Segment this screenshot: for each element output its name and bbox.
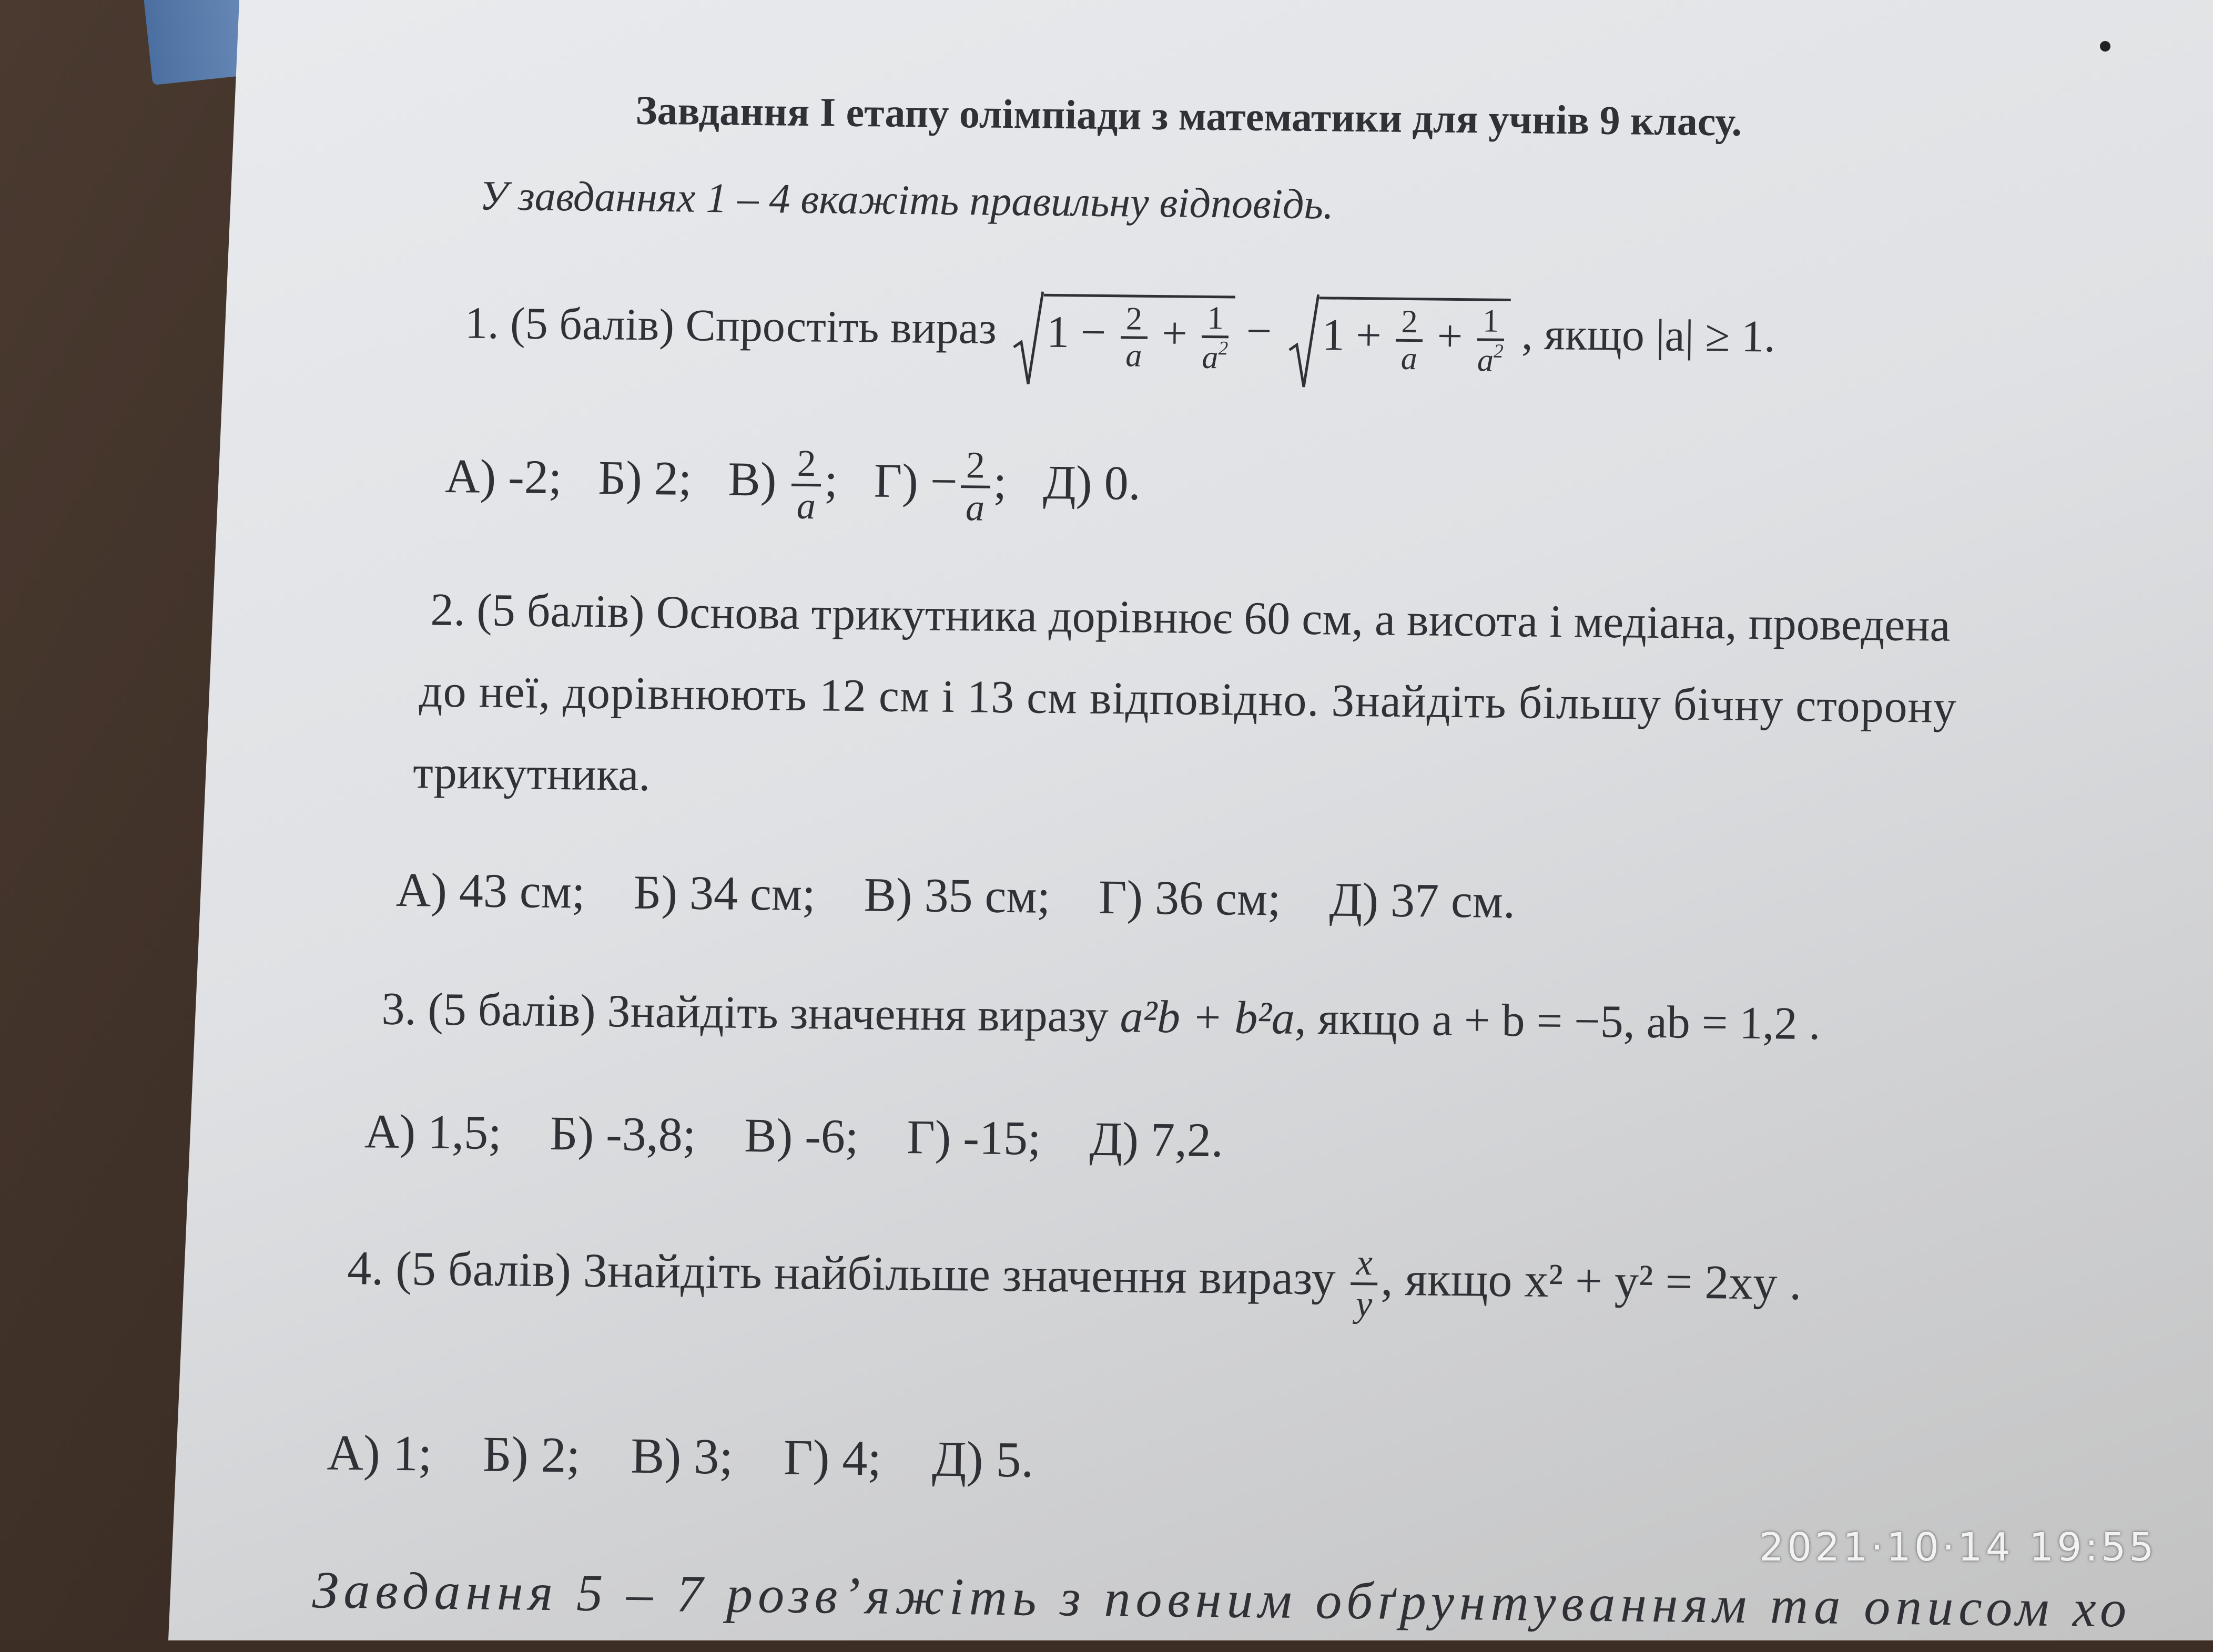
q4-option-a: А) 1; [327, 1424, 433, 1482]
q2-option-b: Б) 34 см; [633, 865, 816, 921]
question-3-options [364, 1104, 1224, 1167]
question-4-fraction: $\frac{x}{y}$ [1351, 1243, 1378, 1324]
q4-option-g: Г) 4; [783, 1429, 882, 1486]
q4-option-b: Б) 2; [482, 1425, 581, 1483]
q3-option-d: Д) 7,2. [1089, 1111, 1224, 1167]
question-2-line-2: до неї, дорівнюють 12 см і 13 см відповідно. Знайдіть більшу бічну сторону [419, 666, 1957, 733]
question-2-line-3: трикутника. [412, 747, 651, 801]
question-1-expression: 1 − $\frac{2}{a}$ + $\frac{1}{a^2}$ − 1 + $\frac{2}{a}$ + $\frac{1}{a^2}$ [1008, 303, 1522, 359]
q1-option-v: В) [727, 452, 777, 506]
question-4 [347, 1233, 1802, 1328]
question-1-prefix: 1. (5 балів) Спростіть вираз [464, 297, 997, 354]
q3-option-a: А) 1,5; [364, 1104, 502, 1160]
q1-option-a: А) -2; [444, 449, 562, 504]
question-1-options: А) -2; Б) 2; В) $\frac{2}{a}$ ; Г) − $\frac{2}{a}$ ; Д) 0. [444, 442, 1141, 529]
photo-timestamp: 2021·10·14 19:55 [1759, 1525, 2157, 1570]
question-2-line-1: 2. (5 балів) Основа трикутника дорівнює 60 см, а висота і медіана, проведена [430, 584, 1951, 651]
q1-option-g: Г) − [874, 453, 958, 508]
q2-option-g: Г) 36 см; [1098, 870, 1282, 926]
q1-option-v-fraction: $\frac{2}{a}$ [791, 444, 822, 526]
q3-option-v: В) -6; [744, 1108, 859, 1164]
question-1-condition: , якщо |a| ≥ 1. [1521, 308, 1776, 362]
question-3-prefix: 3. (5 балів) Знайдіть значення виразу [381, 983, 1109, 1043]
radical-sign-2 [1288, 292, 1319, 393]
q3-option-b: Б) -3,8; [550, 1106, 696, 1161]
q1-option-b: Б) 2; [597, 451, 692, 505]
question-1 [464, 288, 1775, 381]
question-4-condition: , якщо x² + y² = 2xy . [1380, 1251, 1802, 1310]
q2-option-a: А) 43 см; [395, 862, 586, 919]
sqrt-expression-1: 1 − $\frac{2}{a}$ + $\frac{1}{a^2}$ [1012, 293, 1235, 375]
question-3 [381, 983, 1821, 1050]
q1-option-g-fraction: $\frac{2}{a}$ [960, 445, 991, 528]
question-2-options [395, 862, 1516, 929]
question-3-expression: a²b + b²a [1120, 991, 1295, 1044]
document-title: Завдання І етапу олімпіади з математики для учнів 9 класу. [635, 87, 1742, 145]
question-4-prefix: 4. (5 балів) Знайдіть найбільше значення виразу [347, 1241, 1336, 1305]
q3-option-g: Г) -15; [907, 1110, 1042, 1165]
instructions: У завданнях 1 – 4 вкажіть правильну відповідь. [479, 172, 1334, 228]
sqrt-expression-2: 1 + $\frac{2}{a}$ + $\frac{1}{a^2}$ [1288, 297, 1511, 379]
question-4-options [327, 1424, 1034, 1488]
q2-option-v: В) 35 см; [864, 868, 1051, 923]
q2-option-d: Д) 37 см. [1329, 872, 1516, 929]
q4-option-d: Д) 5. [931, 1430, 1034, 1488]
q4-option-v: В) 3; [630, 1427, 734, 1485]
radical-sign-1 [1012, 289, 1044, 390]
question-3-condition: , якщо a + b = −5, ab = 1,2 . [1294, 993, 1821, 1050]
footer-instruction: Завдання 5 – 7 розв’яжіть з повним обґрунтуванням та описом хо [312, 1561, 2132, 1638]
q1-option-d: Д) 0. [1042, 455, 1141, 510]
